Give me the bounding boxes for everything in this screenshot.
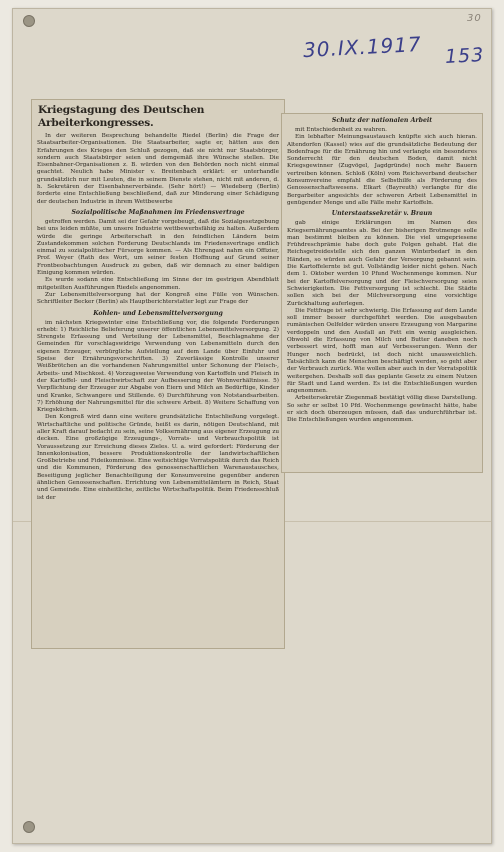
article-paragraph: Den Kongreß wird dann eine weitere grundsätzliche Entschließung vorgelegt. Wirtschaftliche und politische Gründe, heißt es darin, nötigen Deutschland, mit aller Kraft darauf bedacht zu sein, seine Volksernährung aus eigener Erzeugung zu decken. Eine großzügige Erzeugungs-, Vorrats- und Verbrauchspolitik ist Voraussetzung zur Erreichung dieses Zieles. U. a. wird gefordert: Förderung der Innenkolonisation, bessere Produktionskontrolle der landwirtschaftlichen Großbetriebe und Fideikommisse. Eine weitsichtige Vorratspolitik durch das Reich und die Kommunen, Förderung des genossenschaftlichen Warenaustausches, Beseitigung jeglicher Benachteiligung der Konsumvereine gegenüber anderen ähnlichen Genossenschaften. Errichtung von Lebensmittelämtern in Reich, Staat und Gemeinde. Eine einheitliche, zeitliche Wirtschaftspolitik. Beim Friedensschluß ist der — [37, 414, 279, 501]
pin-hole-bottom — [23, 821, 35, 833]
article-paragraph: mit Entschiedenheit zu wahren. — [295, 127, 387, 133]
handwritten-page-number: 153 — [444, 43, 485, 69]
archive-sheet — [12, 8, 492, 844]
article-paragraph: Es wurde sodann eine Entschließung im Sinne der im gestrigen Abendblatt mitgeteilten Ausführungen Riedels angenommen. — [37, 277, 279, 291]
article-headline: Kriegstagung des Deutschen Arbeiterkongresses. — [38, 104, 205, 129]
article-paragraph: Ein lebhafter Meinungsaustausch knüpfte sich auch hieran. Altendorfen (Kassel) wies auf die grundsätzliche Bedeutung der Bodenfrage für die Ernährung hin und verlangte ein besonderes Sonderrecht für den deutschen Boden, damit nicht Kriegsgewinner (Zugvögel, Jagdgründe) noch mehr Bauern vertreiben können. Schloß (Köln) vom Reichsverband deutscher Konsumvereine empfahl die Selbsthilfe als Förderung des Genossenschaftswesens. Elkart (Bayreuth) verlangte für die Bergarbeiter angesichts der schweren Arbeit Lebensmittel in genügender Menge und alle Fälle mehr Kartoffeln. — [287, 134, 477, 206]
article-paragraph: Arbeitersekretär Ziegenmaß bestätigt völlig diese Darstellung. So sehr er selbst 10 Pfd. Wochenmenge gewünscht hätte, habe er sich doch überzeugen müssen, daß das undurchführbar ist. Die Entschließungen wurden angenommen. — [287, 395, 477, 424]
article-paragraph: Zur Lebensmittelversorgung hat der Kongreß eine Fülle von Wünschen. Schriftleiter Becker (Berlin) als Hauptberichterstatter legt zur Frage der — [37, 291, 279, 306]
article-paragraph: Die Fettfrage ist sehr schwierig. Die Erfassung auf dem Lande soll immer besser durchgeführt werden. Die ausgebauten rumänischen Oelfelder würden unsere Erzeugung von Margarine verdoppeln und den Ausfall an Fett ein wenig ausgleichen. Obwohl die Erfassung von Milch und Butter daneben noch verbessert wird, hofft man auf Verbesserungen. Wenn der Hunger noch bedrückt, ist doch nicht unausweichlich. Tatsächlich kann die Menschen beschäftigt werden, so geht aber der Verbrauch zurück. Wie wollen aber auch in der Vorratspolitik weitergehen. Deshalb soll das geplante Gesetz zu einem Nutzen für Stadt und Land werden. Es ist die Entschließungen wurden angenommen. — [287, 307, 477, 395]
handwritten-date: 30.IX.1917 — [302, 31, 423, 63]
article-subheading: Sozialpolitische Maßnahmen im Friedensvertrage — [71, 208, 245, 216]
article-subheading: Unterstaatssekretär v. Braun — [331, 210, 433, 218]
newspaper-clipping-left — [31, 99, 285, 649]
article-paragraph: gab einige Erklärungen im Namen des Kriegsernährungsamtes ab. Bei der bisherigen Brotmenge solle man bestimmt bleiben zu können. Die viel umgepriesene Frühdreschprämie habe doch gute Folgen gehabt. Hat die Reichsgetreidestelle sich den ganzen Winterbedarf in den Händen, so würden auch Gefahr der Versorgung gebannt sein. Die Kartoffelernte ist gut. Vollständig leider nicht gehen. Nach dem 1. Oktober werden 10 Pfund Wochenmenge kommen. Nur bei der Kartoffelversorgung und der Fleischversorgung seien Schwierigkeiten. Die Fettversorgung ist schlecht. Die Städte sollen sich bei der Milchversorgung eine vorsichtige Zurückhaltung auferlegen. — [287, 220, 477, 307]
article-subheading: Kohlen- und Lebensmittelversorgung — [93, 309, 223, 317]
corner-mark: 30 — [467, 13, 482, 24]
pin-hole-top — [23, 15, 35, 27]
article-subheading: Schutz der nationalen Arbeit — [331, 117, 433, 124]
article-paragraph: im nächsten Kriegswinter eine Entschließung vor, die folgende Forderungen erhebt: 1) Reichliche Belieferung unserer öffentlichen Lebensmittelversorgung. 2) Strengste Erfassung und Verteilung der Lebensmittel, Beschlagnahme der Gemeinden für vorschlagswidrige Verwendung von Lebensmitteln durch den eigenen Erzeuger, verbürgliche Aufstellung auf dem Lande über Einfuhr und Speise der Ernährungsvorschriften. 3) Zuverlässige Kontrolle unserer Weißbrötchen an die vorhandenen Nahrungsmittel unter Schonung der Fleisch-, Arbeits- und Mischkost. 4) Vorzugsweise Verwendung von Kartoffeln und Fleisch in der Kartoffel- und Fleischwirtschaft zur Aufbesserung der Wohnverhältnisse. 5) Verpflichtung der Erzeuger zur Abgabe von Eiern und Milch an Bedürftige, Kinder und Kranke, Schwangere und Stillende. 6) Durchführung von Notstandsarbeiten. 7) Erhöhung der Nahrungsmittel für die schwere Arbeit. 8) Weitere Schaffung von Kriegsküchen. — [37, 319, 279, 414]
article-paragraph: In der weiteren Besprechung behandelte Riedel (Berlin) die Frage der Staatsarbeiter-Organisationen. Die Staatsarbeiter, sagte er, hätten aus den Erfahrungen des Krieges den Schluß gezogen, daß sie nicht nur Staatsbürger, sondern auch Staatsbürger seien und demgemäß ihre Wünsche stellen. Die Eisenbahner-Organisationen z. B. würden von den Behörden noch nicht einmal geachtet. Neulich habe Minister v. Breitenbach erklärt: er unterhandle grundsätzlich nur mit Leuten, die in seinem Dienste stehen, nicht mit anderen, d. h. Sekretären der Eisenbahnerverbände. (Sehr hört!) — Wiedeberg (Berlin) forderte eine Entschließung beschließend, daß zur Minderung einer Schädigung der deutschen Industrie in ihrem Wettbewerbe — [37, 133, 279, 205]
article-paragraph: getroffen werden. Damit sei der Gefahr vorgebeugt, daß die Sozialgesetzgebung bei uns leiden müßte, um unsere Industrie wettbewerbsfähig zu halten. Außerdem würde die geringe Arbeiterschaft in den feindlichen Ländern beim Zustandekommen solchen Forderung Deutschlands im Friedensvertrage endlich einmal zu sozialpolitischer Fürsorge kommen. — Als Ehrengast nahm ein Offizier, Prof. Weyer (Rath des Wort, um seiner festen Hoffnung auf Grund seiner Frontbeobachtungen Ausdruck zu geben, daß wir demnach zu einer baldigen Einigung kommen würden. — [37, 218, 279, 277]
newspaper-clipping-right — [281, 113, 483, 473]
